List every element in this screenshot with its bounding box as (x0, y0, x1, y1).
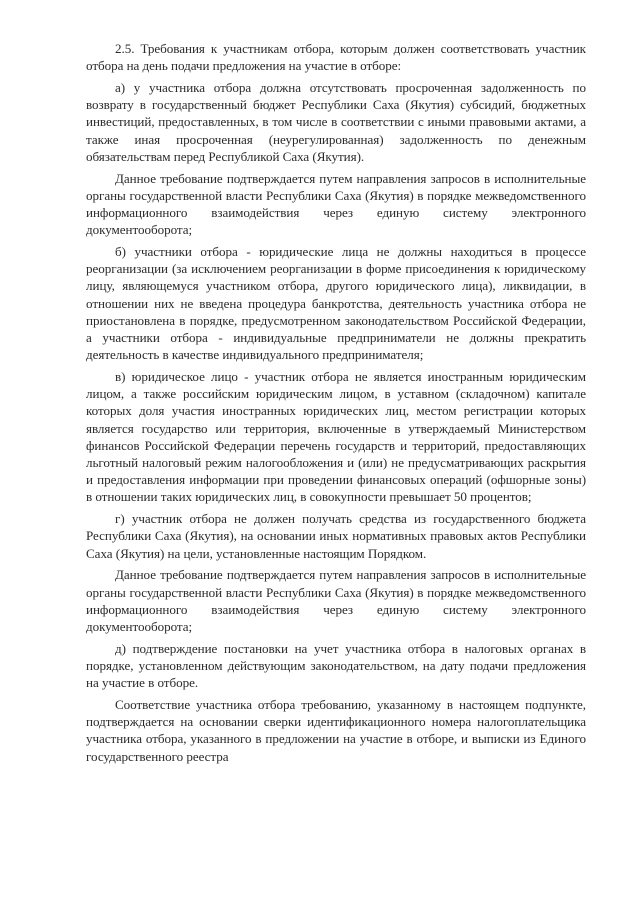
paragraph-item-g-verification: Данное требование подтверждается путем направления запросов в исполнительные органы государственной власти Республики Саха (Якутия) в порядке межведомственного информационного взаимодействия через единую систему электронного документооборота; (86, 567, 586, 635)
paragraph-2-5-intro: 2.5. Требования к участникам отбора, которым должен соответствовать участник отбора на день подачи предложения на участие в отборе: (86, 41, 586, 74)
paragraph-item-a: а) у участника отбора должна отсутствовать просроченная задолженность по возврату в государственный бюджет Республики Саха (Якутия) субсидий, бюджетных инвестиций, предоставленных, в том числе в соответствии с иными правовыми актами, а также иная просроченная (неурегулированная) задолженность по денежным обязательствам перед Республикой Саха (Якутия). (86, 80, 586, 164)
paragraph-item-g: г) участник отбора не должен получать средства из государственного бюджета Республики Саха (Якутия), на основании иных нормативных правовых актов Республики Саха (Якутия) на цели, установленные настоящим Порядком. (86, 511, 586, 561)
paragraph-item-v: в) юридическое лицо - участник отбора не является иностранным юридическим лицом, а также российским юридическим лицом, в уставном (складочном) капитале которых доля участия иностранных юридических лиц, местом регистрации которых является государство или территория, включенные в утверждаемый Министерством финансов Российской Федерации перечень государств и территорий, предоставляющих льготный налоговый режим налогообложения и (или) не предусматривающих раскрытия и предоставления информации при проведении финансовых операций (офшорные зоны) в отношении таких юридических лиц, в совокупности превышает 50 процентов; (86, 369, 586, 505)
document-page (86, 40, 586, 765)
paragraph-item-a-verification: Данное требование подтверждается путем направления запросов в исполнительные органы государственной власти Республики Саха (Якутия) в порядке межведомственного информационного взаимодействия через единую систему электронного документооборота; (86, 170, 586, 238)
paragraph-item-b: б) участники отбора - юридические лица не должны находиться в процессе реорганизации (за исключением реорганизации в форме присоединения к юридическому лицу, являющемуся участником отбора, другого юридического лица), ликвидации, в отношении них не введена процедура банкротства, деятельность участника отбора не приостановлена в порядке, предусмотренном законодательством Российской Федерации, а участники отбора - индивидуальные предприниматели не должны прекратить деятельность в качестве индивидуального предпринимателя; (86, 244, 586, 363)
paragraph-item-d-verification: Соответствие участника отбора требованию, указанному в настоящем подпункте, подтверждается на основании сверки идентификационного номера налогоплательщика участника отбора, указанного в предложении на участие в отборе, и выписки из Единого государственного реестра (86, 697, 586, 764)
paragraph-item-d: д) подтверждение постановки на учет участника отбора в налоговых органах в порядке, установленном действующим законодательством, на дату подачи предложения на участие в отборе. (86, 640, 586, 691)
